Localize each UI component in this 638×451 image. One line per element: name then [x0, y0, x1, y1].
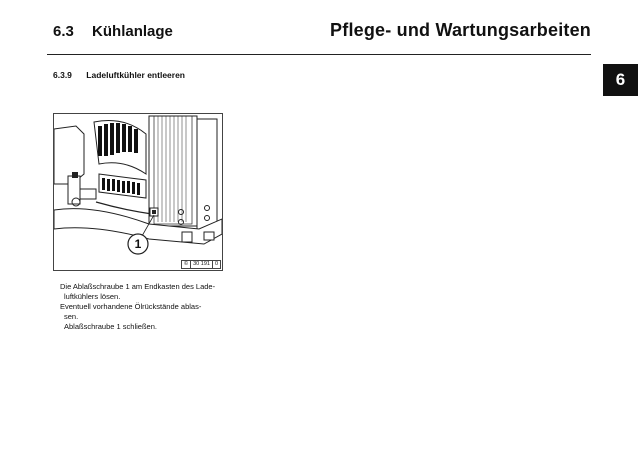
instruction-line: Ablaßschraube 1 schließen.: [64, 322, 157, 331]
instruction-text: [60, 282, 224, 332]
callout-number: 1: [134, 237, 142, 251]
subsection-heading: [53, 70, 185, 80]
section-title: Kühlanlage: [92, 23, 173, 40]
section-number: 6.3: [53, 23, 74, 40]
chapter-tab: 6: [603, 64, 638, 96]
instruction-line: Die Ablaßschraube 1 am Endkasten des Lade-: [60, 282, 216, 291]
subsection-number: 6.3.9: [53, 70, 72, 80]
figure-code: [181, 260, 221, 269]
chapter-title: Pflege- und Wartungsarbeiten: [330, 20, 591, 40]
section-heading: [53, 23, 173, 40]
instruction-line: sen.: [64, 312, 79, 321]
header-divider: [47, 54, 591, 55]
figure-code-number: 30 191: [190, 261, 212, 268]
subsection-title: Ladeluftkühler entleeren: [86, 70, 185, 80]
instruction-line: luftkühlers lösen.: [64, 292, 121, 301]
instruction-line: Eventuell vorhandene Ölrückstände ablas-: [60, 302, 202, 311]
figure-code-suffix: 0: [212, 261, 220, 268]
technical-illustration: [53, 113, 223, 271]
figure-code-prefix: ©: [184, 261, 189, 267]
